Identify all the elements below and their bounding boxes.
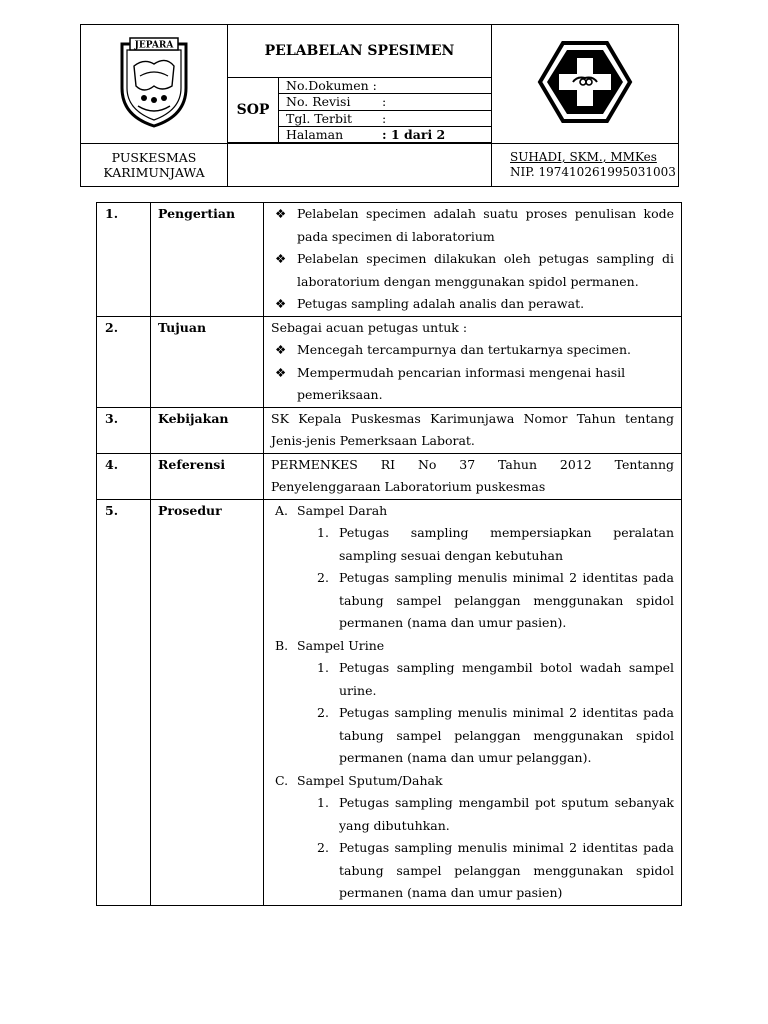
- diamond-bullet-icon: ❖: [275, 342, 287, 357]
- procedure-section: [271, 500, 674, 523]
- logo-text: JEPARA: [134, 40, 174, 51]
- row-content: SK Kepala Puskesmas Karimunjawa Nomor Tahun tentang Jenis-jenis Pemerksaan Laborat.: [264, 407, 682, 453]
- list-item: [271, 792, 674, 837]
- meta-value: : 1 dari 2: [382, 127, 446, 142]
- step-text: Petugas sampling menulis minimal 2 identitas pada tabung sampel pelanggan menggunakan spidol permanen (nama dan umur pasien): [339, 840, 674, 900]
- meta-page: [279, 126, 492, 142]
- table-row: [97, 407, 682, 453]
- bullet-text: Mempermudah pencarian informasi mengenai hasil pemeriksaan.: [297, 364, 626, 402]
- jepara-emblem-icon: [114, 36, 194, 128]
- step-number: 2.: [317, 840, 329, 855]
- step-number: 1.: [317, 795, 329, 810]
- list-item: [271, 657, 674, 702]
- bullet-text: Pelabelan specimen dilakukan oleh petugas sampling di laboratorium dengan menggunakan spidol permanen.: [297, 251, 674, 289]
- step-text: Petugas sampling mengambil botol wadah sampel urine.: [339, 660, 674, 698]
- signer-nip: NIP. 197410261995031003: [510, 165, 676, 180]
- row-number: 1.: [97, 203, 151, 317]
- step-text: Petugas sampling menulis minimal 2 identitas pada tabung sampel pelanggan menggunakan spidol permanen (nama dan umur pasien).: [339, 570, 674, 630]
- list-item: [271, 339, 674, 362]
- procedure-section: [271, 770, 674, 793]
- meta-value: :: [382, 110, 387, 126]
- step-number: 1.: [317, 525, 329, 540]
- meta-key: Tgl. Terbit: [286, 110, 353, 126]
- list-item: [271, 362, 674, 407]
- row-number: 3.: [97, 407, 151, 453]
- procedure-section: [271, 635, 674, 658]
- institution-line: KARIMUNJAWA: [103, 165, 205, 181]
- meta-key: No. Revisi: [286, 94, 351, 110]
- document-title: PELABELAN SPESIMEN: [228, 25, 492, 78]
- section-marker: C.: [275, 772, 289, 788]
- regency-logo-cell: [81, 25, 228, 144]
- sop-label: SOP: [228, 77, 279, 142]
- section-marker: B.: [275, 637, 289, 653]
- row-label: Pengertian: [151, 203, 264, 317]
- row-label: Tujuan: [151, 316, 264, 407]
- row-label: Prosedur: [151, 499, 264, 905]
- meta-doc-number: [279, 77, 492, 93]
- sop-content-table: [96, 202, 682, 906]
- institution-line: PUSKESMAS: [111, 150, 197, 166]
- diamond-bullet-icon: ❖: [275, 206, 287, 221]
- row-label: Kebijakan: [151, 407, 264, 453]
- row-content: [264, 316, 682, 407]
- section-marker: A.: [275, 502, 289, 518]
- table-row: [97, 499, 682, 905]
- list-item: [271, 567, 674, 635]
- row-content: PERMENKES RI No 37 Tahun 2012 Tentanng Penyelenggaraan Laboratorium puskesmas: [264, 453, 682, 499]
- puskesmas-logo-cell: [492, 25, 679, 144]
- row-label: Referensi: [151, 453, 264, 499]
- bullet-text: Pelabelan specimen adalah suatu proses penulisan kode pada specimen di laboratorium: [297, 206, 674, 244]
- sop-header-table: [80, 24, 679, 187]
- meta-key: No.Dokumen :: [286, 78, 377, 94]
- step-text: Petugas sampling mengambil pot sputum sebanyak yang dibutuhkan.: [339, 795, 674, 833]
- step-number: 2.: [317, 570, 329, 585]
- row-number: 5.: [97, 499, 151, 905]
- bullet-text: Mencegah tercampurnya dan tertukarnya specimen.: [297, 342, 631, 357]
- meta-issue-date: [279, 110, 492, 126]
- blank-cell: [228, 144, 492, 187]
- list-item: [271, 203, 674, 248]
- section-title: Sampel Darah: [297, 502, 388, 518]
- row-number: 4.: [97, 453, 151, 499]
- section-title: Sampel Sputum/Dahak: [297, 772, 443, 788]
- row-content: [264, 499, 682, 905]
- row-content: [264, 203, 682, 317]
- list-item: [271, 248, 674, 293]
- step-text: Petugas sampling mempersiapkan peralatan sampling sesuai dengan kebutuhan: [339, 525, 674, 563]
- row-intro: Sebagai acuan petugas untuk :: [271, 319, 468, 335]
- puskesmas-hexagon-cross-icon: [537, 40, 633, 124]
- institution-name: [81, 144, 228, 187]
- bullet-text: Petugas sampling adalah analis dan perawat.: [297, 296, 585, 311]
- list-item: [271, 837, 674, 905]
- table-row: [97, 203, 682, 317]
- step-number: 2.: [317, 705, 329, 720]
- list-item: [271, 293, 674, 316]
- meta-value: :: [382, 94, 387, 110]
- diamond-bullet-icon: ❖: [275, 296, 287, 311]
- diamond-bullet-icon: ❖: [275, 251, 287, 266]
- list-item: [271, 702, 674, 770]
- list-item: [271, 522, 674, 567]
- table-row: [97, 316, 682, 407]
- table-row: [97, 453, 682, 499]
- signature-block: [492, 144, 679, 187]
- row-number: 2.: [97, 316, 151, 407]
- meta-revision: [279, 94, 492, 110]
- meta-key: Halaman: [286, 127, 344, 142]
- step-text: Petugas sampling menulis minimal 2 identitas pada tabung sampel pelanggan menggunakan spidol permanen (nama dan umur pelanggan).: [339, 705, 674, 765]
- diamond-bullet-icon: ❖: [275, 364, 287, 380]
- step-number: 1.: [317, 660, 329, 675]
- section-title: Sampel Urine: [297, 637, 385, 653]
- signer-name: SUHADI, SKM., MMKes: [510, 150, 657, 165]
